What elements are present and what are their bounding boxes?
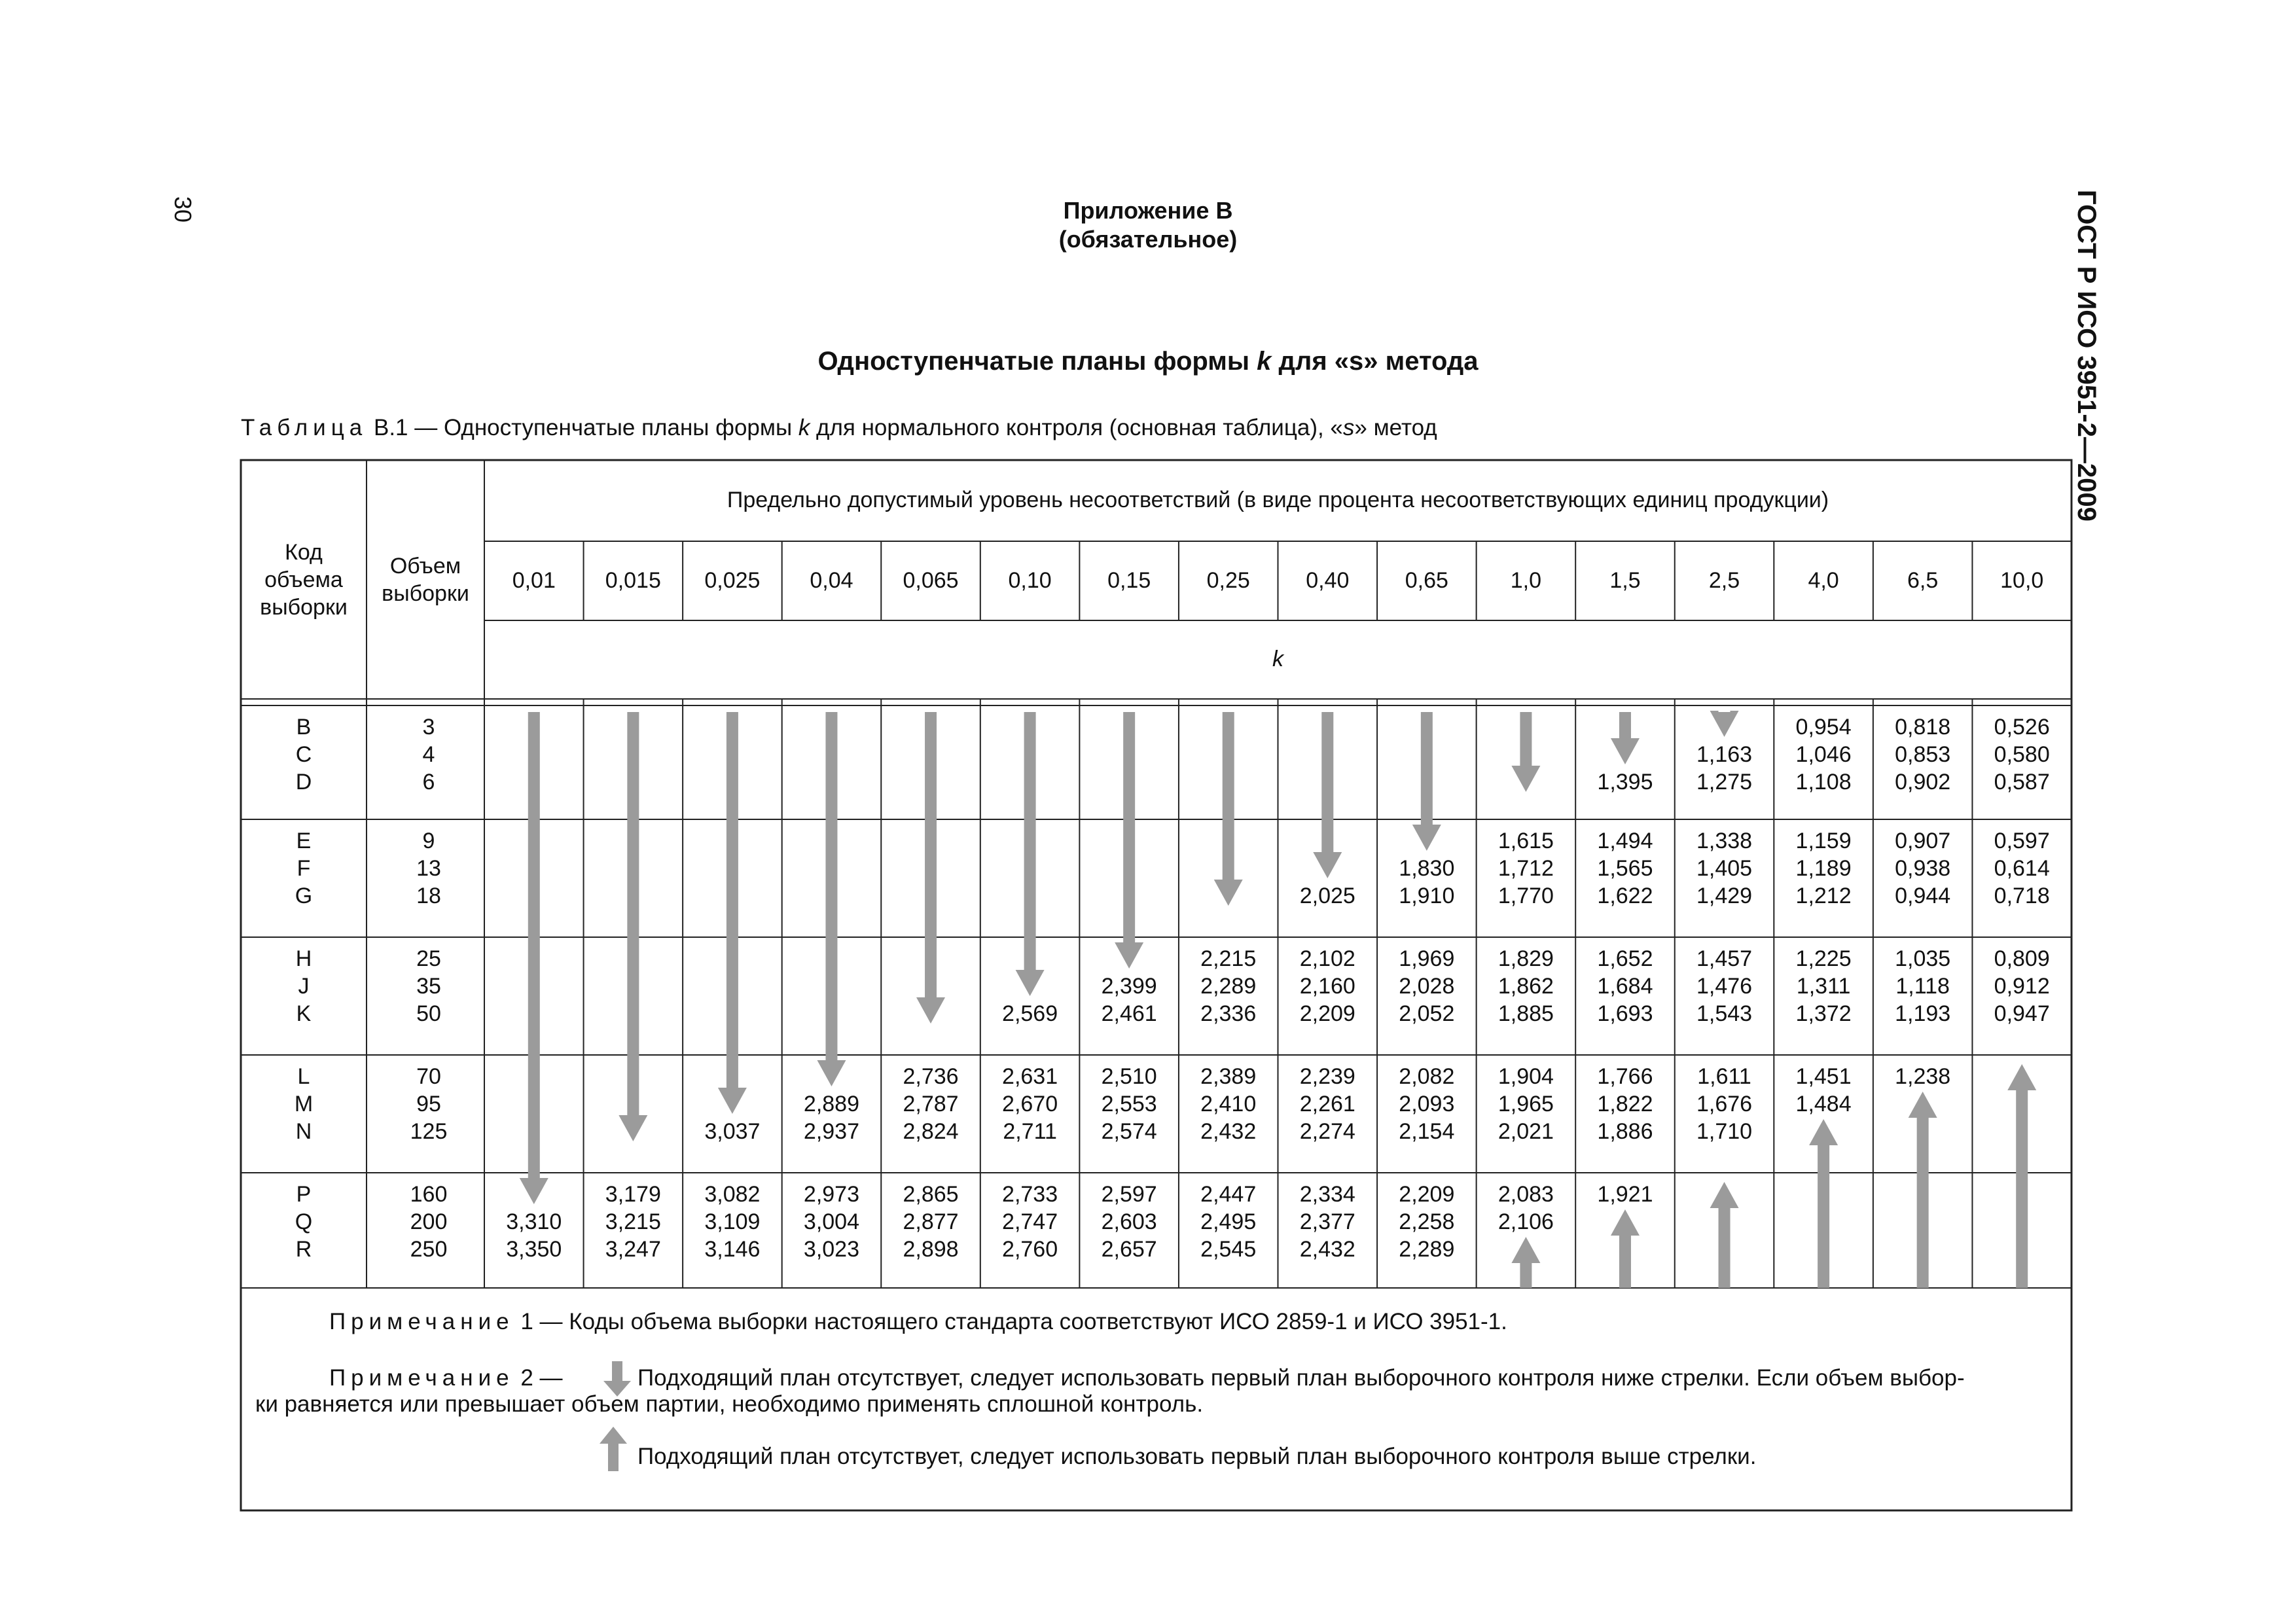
aql-column-label: 0,025 xyxy=(704,568,761,593)
k-value: 1,910 xyxy=(1399,883,1455,908)
k-label: k xyxy=(1272,647,1283,671)
k-value: 1,494 xyxy=(1597,829,1653,853)
sample-code: Q xyxy=(295,1209,313,1234)
k-value: 1,311 xyxy=(1796,974,1851,999)
note-2-label: Примечание xyxy=(329,1365,514,1391)
k-value: 1,676 xyxy=(1696,1092,1753,1116)
k-value: 0,587 xyxy=(1994,770,2050,794)
k-value: 1,451 xyxy=(1795,1064,1852,1089)
k-value: 1,405 xyxy=(1696,856,1753,881)
k-value: 2,160 xyxy=(1299,974,1355,999)
k-value: 1,035 xyxy=(1895,946,1951,971)
k-value: 1,904 xyxy=(1498,1064,1554,1089)
caption-label: Таблица xyxy=(241,415,368,440)
k-value: 3,004 xyxy=(803,1209,860,1234)
arrow-down-icon xyxy=(718,712,747,1114)
arrow-down-icon xyxy=(1115,712,1143,969)
k-value: 1,372 xyxy=(1795,1001,1852,1026)
aql-column-label: 0,65 xyxy=(1405,568,1448,593)
k-value: 2,733 xyxy=(1002,1182,1058,1207)
sample-code: J xyxy=(298,974,310,999)
k-value: 0,818 xyxy=(1895,715,1951,740)
k-value: 2,760 xyxy=(1002,1237,1058,1262)
k-value: 2,510 xyxy=(1101,1064,1157,1089)
arrow-up-icon xyxy=(1611,1209,1640,1288)
aql-column-label: 0,015 xyxy=(605,568,661,593)
k-value: 1,885 xyxy=(1498,1001,1554,1026)
k-value: 3,146 xyxy=(704,1237,761,1262)
aql-column-label: 4,0 xyxy=(1808,568,1839,593)
standard-designation: ГОСТ Р ИСО 3951-2—2009 xyxy=(2072,190,2101,522)
k-value: 2,209 xyxy=(1299,1001,1355,1026)
k-value: 1,193 xyxy=(1895,1001,1951,1026)
sample-code: N xyxy=(295,1119,312,1144)
caption-text-mid: для нормального контроля (основная таблица), « xyxy=(810,415,1343,440)
aql-column-label: 0,065 xyxy=(903,568,959,593)
aql-header-label: Предельно допустимый уровень несоответствий (в виде процента несоответствующих единиц продукции) xyxy=(726,488,1829,512)
k-value: 2,545 xyxy=(1200,1237,1257,1262)
k-value: 1,212 xyxy=(1795,883,1852,908)
k-value: 1,046 xyxy=(1795,742,1852,767)
k-value: 1,615 xyxy=(1498,829,1554,853)
k-value: 1,238 xyxy=(1895,1064,1951,1089)
k-value: 1,684 xyxy=(1597,974,1653,999)
note-2 xyxy=(329,1365,563,1391)
k-value: 0,853 xyxy=(1895,742,1951,767)
sample-size: 9 xyxy=(422,829,435,853)
k-value: 3,109 xyxy=(704,1209,761,1234)
k-value: 3,310 xyxy=(506,1209,562,1234)
k-value: 1,710 xyxy=(1696,1119,1753,1144)
aql-column-label: 0,15 xyxy=(1107,568,1151,593)
k-value: 1,693 xyxy=(1597,1001,1653,1026)
k-value: 2,289 xyxy=(1399,1237,1455,1262)
k-value: 1,484 xyxy=(1795,1092,1852,1116)
k-value: 2,736 xyxy=(903,1064,959,1089)
k-value: 2,824 xyxy=(903,1119,959,1144)
k-value: 1,159 xyxy=(1795,829,1852,853)
k-value: 2,021 xyxy=(1498,1119,1554,1144)
note-2-text-cont: ки равняется или превышает объем партии, необходимо применять сплошной контроль. xyxy=(255,1391,1204,1417)
k-value: 1,921 xyxy=(1597,1182,1653,1207)
aql-column-label: 0,01 xyxy=(512,568,556,593)
sample-size: 70 xyxy=(416,1064,441,1089)
k-value: 0,944 xyxy=(1895,883,1951,908)
sample-code: H xyxy=(295,946,312,971)
k-value: 1,395 xyxy=(1597,770,1653,794)
aql-column-label: 1,0 xyxy=(1510,568,1542,593)
code-header-label: объема xyxy=(264,567,343,592)
k-value: 2,239 xyxy=(1299,1064,1355,1089)
k-value: 3,023 xyxy=(803,1237,860,1262)
k-value: 1,766 xyxy=(1597,1064,1653,1089)
arrow-down-icon xyxy=(916,712,945,1024)
k-value: 1,822 xyxy=(1597,1092,1653,1116)
size-header-label: Объем xyxy=(389,554,461,579)
k-value: 2,937 xyxy=(803,1119,860,1144)
k-value: 3,215 xyxy=(605,1209,661,1234)
k-value: 0,614 xyxy=(1994,856,2050,881)
aql-column-label: 0,10 xyxy=(1008,568,1052,593)
sample-size: 6 xyxy=(422,770,435,794)
arrow-down-icon xyxy=(1511,712,1540,792)
sample-code: K xyxy=(296,1001,312,1026)
k-value: 2,747 xyxy=(1002,1209,1058,1234)
aql-column-label: 1,5 xyxy=(1609,568,1641,593)
k-value: 2,399 xyxy=(1101,974,1157,999)
k-value: 3,179 xyxy=(605,1182,661,1207)
heading-text: Одноступенчатые планы формы xyxy=(817,347,1257,376)
sample-size: 200 xyxy=(410,1209,448,1234)
sample-size: 13 xyxy=(416,856,441,881)
k-value: 1,611 xyxy=(1697,1064,1751,1089)
k-value: 2,377 xyxy=(1299,1209,1355,1234)
k-value: 3,037 xyxy=(704,1119,761,1144)
k-value: 0,809 xyxy=(1994,946,2050,971)
sample-size: 95 xyxy=(416,1092,441,1116)
k-value: 2,102 xyxy=(1299,946,1355,971)
k-value: 2,334 xyxy=(1299,1182,1355,1207)
sample-code: E xyxy=(296,829,312,853)
sample-size: 18 xyxy=(416,883,441,908)
note-3-text: Подходящий план отсутствует, следует использовать первый план выборочного контроля выше стрелки. xyxy=(637,1444,1757,1469)
k-value: 2,787 xyxy=(903,1092,959,1116)
arrow-down-icon xyxy=(619,712,647,1141)
sample-size: 125 xyxy=(410,1119,448,1144)
k-value: 2,603 xyxy=(1101,1209,1157,1234)
k-value: 1,543 xyxy=(1696,1001,1753,1026)
sample-size: 4 xyxy=(422,742,435,767)
k-value: 2,553 xyxy=(1101,1092,1157,1116)
note-2-text: Подходящий план отсутствует, следует использовать первый план выборочного контроля ниже стрелки. Если объем выбор- xyxy=(637,1365,1965,1391)
page-number: 30 xyxy=(170,196,196,223)
arrow-up-icon xyxy=(1511,1237,1540,1288)
k-value: 1,622 xyxy=(1597,883,1653,908)
k-value: 1,862 xyxy=(1498,974,1554,999)
caption-text-end: » метод xyxy=(1354,415,1437,440)
k-value: 1,275 xyxy=(1696,770,1753,794)
k-value: 0,938 xyxy=(1895,856,1951,881)
k-value: 2,495 xyxy=(1200,1209,1257,1234)
k-value: 2,670 xyxy=(1002,1092,1058,1116)
k-value: 2,389 xyxy=(1200,1064,1257,1089)
k-value: 2,877 xyxy=(903,1209,959,1234)
k-value: 1,565 xyxy=(1597,856,1653,881)
aql-column-label: 0,40 xyxy=(1306,568,1350,593)
k-value: 2,052 xyxy=(1399,1001,1455,1026)
k-value: 0,907 xyxy=(1895,829,1951,853)
k-value: 2,889 xyxy=(803,1092,860,1116)
k-value: 0,526 xyxy=(1994,715,2050,740)
k-value: 2,154 xyxy=(1399,1119,1455,1144)
k-value: 1,118 xyxy=(1895,974,1950,999)
k-value: 2,657 xyxy=(1101,1237,1157,1262)
sample-code: P xyxy=(296,1182,312,1207)
k-value: 1,969 xyxy=(1399,946,1455,971)
k-value: 2,898 xyxy=(903,1237,959,1262)
arrow-down-icon xyxy=(520,712,548,1204)
k-value: 2,597 xyxy=(1101,1182,1157,1207)
k-value: 0,597 xyxy=(1994,829,2050,853)
arrow-down-icon xyxy=(1313,712,1342,878)
note-1-label: Примечание xyxy=(329,1309,514,1334)
sample-code: G xyxy=(295,883,313,908)
k-value: 1,830 xyxy=(1399,856,1455,881)
sample-code: M xyxy=(294,1092,314,1116)
k-value: 3,082 xyxy=(704,1182,761,1207)
sample-code: L xyxy=(297,1064,310,1089)
arrow-up-icon xyxy=(1710,1182,1739,1288)
caption-text: В.1 — Одноступенчатые планы формы xyxy=(373,415,798,440)
k-value: 2,447 xyxy=(1200,1182,1257,1207)
k-value: 2,461 xyxy=(1101,1001,1157,1026)
k-value: 2,209 xyxy=(1399,1182,1455,1207)
k-value: 1,886 xyxy=(1597,1119,1653,1144)
sample-size: 3 xyxy=(422,715,435,740)
arrow-down-icon xyxy=(1016,712,1045,996)
k-value: 3,350 xyxy=(506,1237,562,1262)
note-1-text: 1 — Коды объема выборки настоящего стандарта соответствуют ИСО 2859-1 и ИСО 3951-1. xyxy=(514,1309,1507,1334)
aql-column-label: 6,5 xyxy=(1907,568,1939,593)
arrow-up-icon xyxy=(598,1427,628,1472)
arrow-down-icon xyxy=(817,712,846,1086)
k-value: 2,274 xyxy=(1299,1119,1355,1144)
k-value: 1,965 xyxy=(1498,1092,1554,1116)
sample-size: 25 xyxy=(416,946,441,971)
k-value: 2,082 xyxy=(1399,1064,1455,1089)
arrow-up-icon xyxy=(1809,1119,1838,1288)
appendix-status: (обязательное) xyxy=(1058,226,1238,253)
aql-column-label: 0,04 xyxy=(810,568,853,593)
k-value: 2,569 xyxy=(1002,1001,1058,1026)
arrow-down-icon xyxy=(1710,711,1739,737)
k-value: 2,574 xyxy=(1101,1119,1157,1144)
appendix-label: Приложение В xyxy=(1063,197,1233,224)
k-value: 2,106 xyxy=(1498,1209,1554,1234)
k-value: 2,025 xyxy=(1299,883,1355,908)
k-value: 0,580 xyxy=(1994,742,2050,767)
k-value: 2,215 xyxy=(1200,946,1257,971)
k-value: 2,432 xyxy=(1299,1237,1355,1262)
aql-column-label: 0,25 xyxy=(1206,568,1250,593)
k-value: 0,912 xyxy=(1994,974,2050,999)
k-value: 1,338 xyxy=(1696,829,1753,853)
caption-k: k xyxy=(798,415,810,440)
sample-size: 50 xyxy=(416,1001,441,1026)
k-value: 1,163 xyxy=(1696,742,1753,767)
k-value: 1,770 xyxy=(1498,883,1554,908)
k-value: 1,829 xyxy=(1498,946,1554,971)
k-value: 2,093 xyxy=(1399,1092,1455,1116)
k-value: 2,083 xyxy=(1498,1182,1554,1207)
code-header-label: Код xyxy=(285,540,323,565)
k-value: 2,973 xyxy=(803,1182,860,1207)
k-value: 2,865 xyxy=(903,1182,959,1207)
caption-s: s xyxy=(1342,415,1355,440)
sample-size: 35 xyxy=(416,974,441,999)
sample-size: 160 xyxy=(410,1182,448,1207)
k-value: 1,712 xyxy=(1498,856,1554,881)
k-value: 2,258 xyxy=(1399,1209,1455,1234)
k-value: 2,711 xyxy=(1003,1119,1057,1144)
aql-column-label: 2,5 xyxy=(1708,568,1740,593)
arrow-down-icon xyxy=(1214,712,1243,906)
sample-code: B xyxy=(296,715,312,740)
sample-code: C xyxy=(295,742,312,767)
heading-k: k xyxy=(1257,347,1272,376)
sample-size: 250 xyxy=(410,1237,448,1262)
k-value: 2,028 xyxy=(1399,974,1455,999)
heading-text-end: для «s» метода xyxy=(1271,347,1479,376)
aql-column-label: 10,0 xyxy=(2000,568,2044,593)
arrow-up-icon xyxy=(2007,1064,2036,1288)
code-header-label: выборки xyxy=(260,595,348,620)
k-value: 2,261 xyxy=(1299,1092,1355,1116)
k-value: 2,410 xyxy=(1200,1092,1257,1116)
sample-code: F xyxy=(296,856,311,881)
k-value: 2,631 xyxy=(1002,1064,1058,1089)
k-value: 0,718 xyxy=(1994,883,2050,908)
k-value: 2,336 xyxy=(1200,1001,1257,1026)
k-value: 1,225 xyxy=(1795,946,1852,971)
arrow-up-icon xyxy=(1909,1092,1937,1288)
note-2-dash: 2 — xyxy=(514,1365,563,1391)
arrow-down-icon xyxy=(1611,712,1640,764)
k-value: 1,652 xyxy=(1597,946,1653,971)
size-header-label: выборки xyxy=(382,581,469,606)
k-value: 0,902 xyxy=(1895,770,1951,794)
note-1 xyxy=(329,1309,1507,1335)
k-value: 2,289 xyxy=(1200,974,1257,999)
sample-code: R xyxy=(295,1237,312,1262)
k-value: 1,108 xyxy=(1795,770,1852,794)
k-value: 2,432 xyxy=(1200,1119,1257,1144)
k-value: 1,189 xyxy=(1795,856,1852,881)
k-value: 0,947 xyxy=(1994,1001,2050,1026)
k-value: 3,247 xyxy=(605,1237,661,1262)
k-value: 1,476 xyxy=(1696,974,1753,999)
sample-code: D xyxy=(295,770,312,794)
arrow-down-icon xyxy=(1412,712,1441,851)
k-value: 1,457 xyxy=(1696,946,1753,971)
k-value: 1,429 xyxy=(1696,883,1753,908)
k-value: 0,954 xyxy=(1795,715,1852,740)
